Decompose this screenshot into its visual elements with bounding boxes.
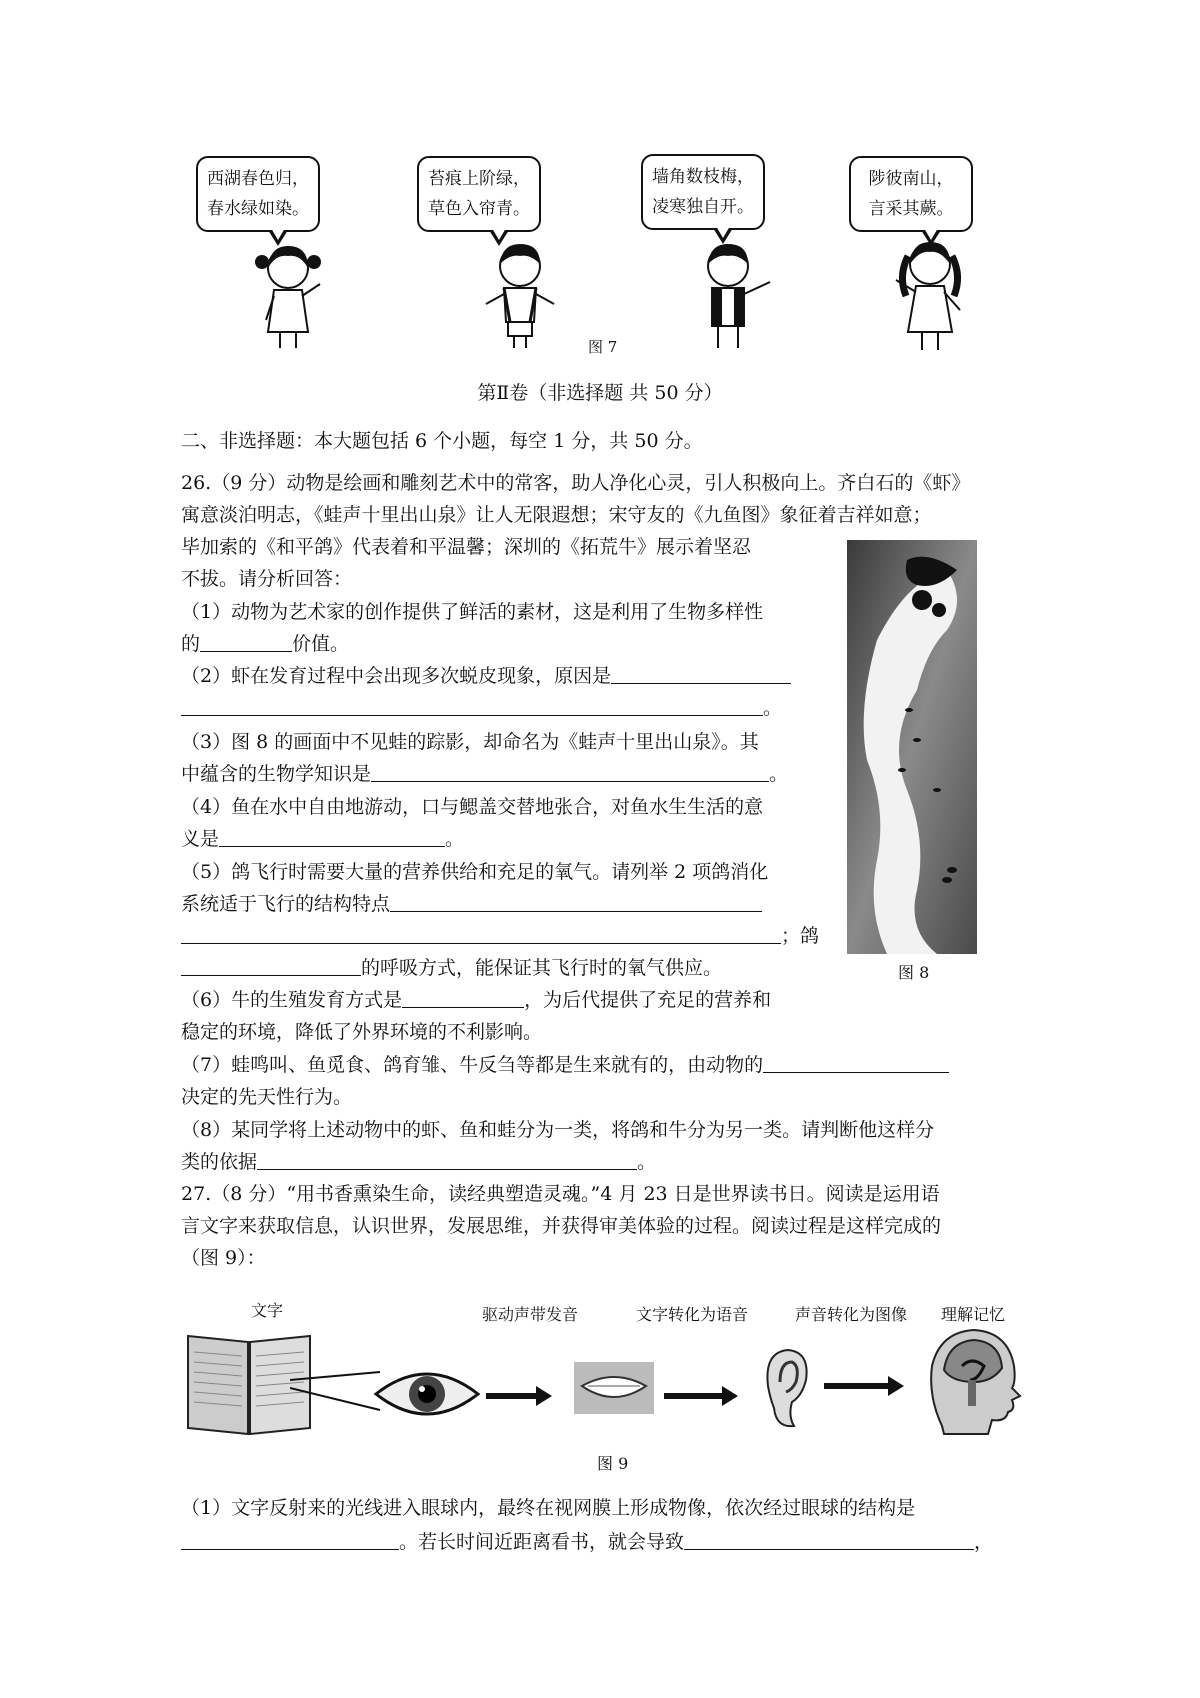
q27-line-3: （图 9）：	[181, 1247, 266, 1269]
q26-part-5d: 的呼吸方式，能保证其飞行时的氧气供应。	[181, 952, 722, 984]
q26-part-8b: 类的依据 。	[181, 1151, 657, 1173]
section-title: 第Ⅱ卷（非选择题 共 50 分）	[477, 382, 723, 404]
speech-bubble-3: 墙角数枝梅， 凌寒独自开。	[641, 154, 765, 230]
q26-line-3: 毕加索的《和平鸽》代表着和平温馨；深圳的《拓荒牛》展示着坚忍	[181, 536, 752, 558]
q27-line-2: 言文字来获取信息，认识世界，发展思维，并获得审美体验的过程。阅读过程是这样完成的	[181, 1215, 942, 1237]
q26-part-5a: （5）鸽飞行时需要大量的营养供给和充足的氧气。请列举 2 项鸽消化	[181, 861, 769, 883]
q26-part-5c: ；鸽	[181, 920, 819, 952]
q26-line-4: 不拔。请分析回答：	[181, 568, 353, 590]
girl-figure-1	[248, 240, 348, 350]
figure-9-caption: 图 9	[597, 1454, 629, 1473]
q27-part-1a: （1）文字反射来的光线进入眼球内，最终在视网膜上形成物像，依次经过眼球的结构是	[181, 1497, 916, 1519]
answer-blank[interactable]	[181, 1529, 399, 1550]
q26-line-1: 26.（9 分）动物是绘画和雕刻艺术中的常客，助人净化心灵，引人积极向上。齐白石的《虾》	[181, 472, 971, 494]
q26-part-3b: 中蕴含的生物学知识是 。	[181, 763, 789, 785]
answer-blank[interactable]	[611, 663, 791, 684]
speech-bubble-1: 西湖春色归， 春水绿如染。	[196, 156, 320, 232]
arrow-right-icon	[824, 1374, 906, 1398]
q27-line-1: 27.（8 分）“用书香熏染生命，读经典塑造灵魂。”4 月 23 日是世界读书日。阅读是运用语	[181, 1183, 940, 1205]
figure-8-caption: 图 8	[898, 963, 930, 982]
answer-blank[interactable]	[257, 1149, 637, 1170]
q26-part-6a: （6）牛的生殖发育方式是 ，为后代提供了充足的营养和	[181, 989, 772, 1011]
answer-blank[interactable]	[200, 631, 292, 652]
q26-part-7a: （7）蛙鸣叫、鱼觅食、鸽育雏、牛反刍等都是生来就有的，由动物的	[181, 1049, 949, 1081]
answer-blank[interactable]	[219, 826, 445, 847]
eye-icon	[372, 1364, 482, 1424]
section-intro: 二、非选择题：本大题包括 6 个小题，每空 1 分，共 50 分。	[181, 430, 703, 452]
figure-8-painting	[847, 540, 977, 954]
brain-head-icon	[922, 1326, 1022, 1436]
ear-icon	[758, 1346, 812, 1430]
answer-blank[interactable]	[402, 987, 524, 1008]
girl-figure-2	[880, 236, 980, 352]
mouth-icon	[574, 1362, 654, 1414]
answer-blank[interactable]	[181, 923, 781, 944]
speech-bubble-4: 陟彼南山， 言采其蕨。	[849, 156, 973, 232]
label-text-to-speech: 文字转化为语音	[636, 1305, 749, 1324]
answer-blank[interactable]	[371, 761, 769, 782]
boy-figure-1	[470, 238, 570, 350]
q26-part-3a: （3）图 8 的画面中不见蛙的踪影，却命名为《蛙声十里出山泉》。其	[181, 731, 759, 753]
q27-part-1b: 。若长时间近距离看书，就会导致 ，	[181, 1526, 993, 1558]
q26-part-5b: 系统适于飞行的结构特点	[181, 888, 762, 920]
q26-part-2b: 。	[181, 692, 782, 724]
answer-blank[interactable]	[684, 1529, 974, 1550]
arrow-right-icon	[664, 1384, 740, 1408]
label-text: 文字	[251, 1301, 284, 1320]
q26-part-1a: （1）动物为艺术家的创作提供了鲜活的素材，这是利用了生物多样性	[181, 601, 764, 623]
speech-bubble-2: 苔痕上阶绿， 草色入帘青。	[417, 156, 541, 232]
answer-blank[interactable]	[390, 891, 762, 912]
q26-part-2a: （2）虾在发育过程中会出现多次蜕皮现象，原因是	[181, 660, 791, 692]
q26-part-4a: （4）鱼在水中自由地游动，口与鳃盖交替地张合，对鱼水生生活的意	[181, 796, 764, 818]
q26-part-8a: （8）某同学将上述动物中的虾、鱼和蛙分为一类，将鸽和牛分为另一类。请判断他这样分	[181, 1119, 935, 1141]
q26-part-1b: 的 价值。	[181, 633, 350, 655]
answer-blank[interactable]	[181, 955, 361, 976]
label-understand-memory: 理解记忆	[941, 1305, 1006, 1324]
arrow-right-icon	[486, 1384, 554, 1408]
q26-part-6c: 稳定的环境，降低了外界环境的不利影响。	[181, 1021, 543, 1043]
answer-blank[interactable]	[181, 695, 763, 716]
q26-line-2: 寓意淡泊明志，《蛙声十里出山泉》让人无限遐想；宋守友的《九鱼图》象征着吉祥如意；	[181, 504, 932, 526]
q26-part-7b: 决定的先天性行为。	[181, 1086, 353, 1108]
q26-part-4b: 义是 。	[181, 828, 465, 850]
figure-7-caption: 图 7	[588, 338, 618, 356]
label-vocal-cords: 驱动声带发音	[482, 1305, 579, 1324]
boy-figure-2	[686, 238, 786, 350]
label-sound-to-image: 声音转化为图像	[795, 1305, 908, 1324]
answer-blank[interactable]	[763, 1052, 949, 1073]
